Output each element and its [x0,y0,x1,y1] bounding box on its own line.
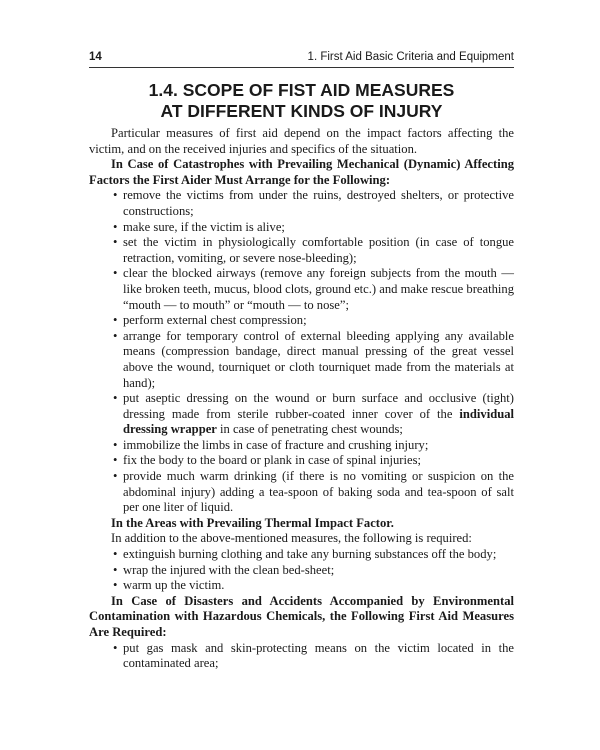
list-item: • set the victim in physiologically comfortable position (in case of tongue retraction, vomiting, or severe nose-bleeding); [113,235,514,265]
section-heading-chemical: In Case of Disasters and Accidents Accompanied by Environmental Contamination with Hazardous Chemicals, the Following First Aid Measures Are Required: [89,593,514,639]
list-item: • extinguish burning clothing and take any burning substances off the body; [113,547,497,562]
section-title-line-1: 1.4. SCOPE OF FIST AID MEASURES [148,80,455,100]
running-header [89,48,514,66]
body-text [89,126,514,672]
intro-paragraph: Particular measures of first aid depend on the impact factors affecting the victim, and on the received injuries and specifics of the situation. [89,126,514,156]
list-item: • immobilize the limbs in case of fracture and crushing injury; [113,437,429,452]
thermal-measures-list [89,547,514,594]
chemical-measures-list [89,641,514,672]
list-item: • make sure, if the victim is alive; [113,219,285,234]
list-item: • clear the blocked airways (remove any foreign subjects from the mouth — like broken teeth, mucus, blood clots, ground etc.) and make rescue breathing “mouth — to mouth” or “mouth — to nose”; [113,266,514,312]
thermal-intro: In addition to the above-mentioned measures, the following is required: [111,531,472,546]
list-item: • put aseptic dressing on the wound or burn surface and occlusive (tight) dressing made from sterile rubber-coated inner cover of the individual dressing wrapper in case of penetrating chest wounds; [113,391,514,437]
list-item: • wrap the injured with the clean bed-sheet; [113,562,335,577]
page-number: 14 [89,51,102,63]
section-title [89,80,514,122]
bold-term: individual dressing wrapper [123,406,514,437]
list-item: • warm up the victim. [113,578,225,593]
list-item: • put gas mask and skin-protecting means on the victim located in the contaminated area; [113,640,514,671]
section-heading-mechanical: In Case of Catastrophes with Prevailing Mechanical (Dynamic) Affecting Factors the First Aider Must Arrange for the Following: [89,157,514,187]
header-rule [89,67,514,68]
section-title-line-2: AT DIFFERENT KINDS OF INJURY [160,101,443,121]
list-item: • perform external chest compression; [113,313,307,328]
list-item: • remove the victims from under the ruins, destroyed shelters, or protective constructions; [113,188,514,218]
list-item: • fix the body to the board or plank in case of spinal injuries; [113,453,421,468]
mechanical-measures-list [89,188,514,515]
section-heading-thermal: In the Areas with Prevailing Thermal Impact Factor. [111,515,394,530]
list-item: • arrange for temporary control of external bleeding applying any available means (compression bandage, direct manual pressing of the great vessel above the wound, tourniquet or cloth tourniquet made from the materials at hand); [113,328,514,390]
list-item: • provide much warm drinking (if there is no vomiting or suspicion on the abdominal injury) adding a tea-spoon of baking soda and tea-spoon of salt per one liter of liquid. [113,469,514,515]
chapter-title: 1. First Aid Basic Criteria and Equipment [307,51,514,63]
